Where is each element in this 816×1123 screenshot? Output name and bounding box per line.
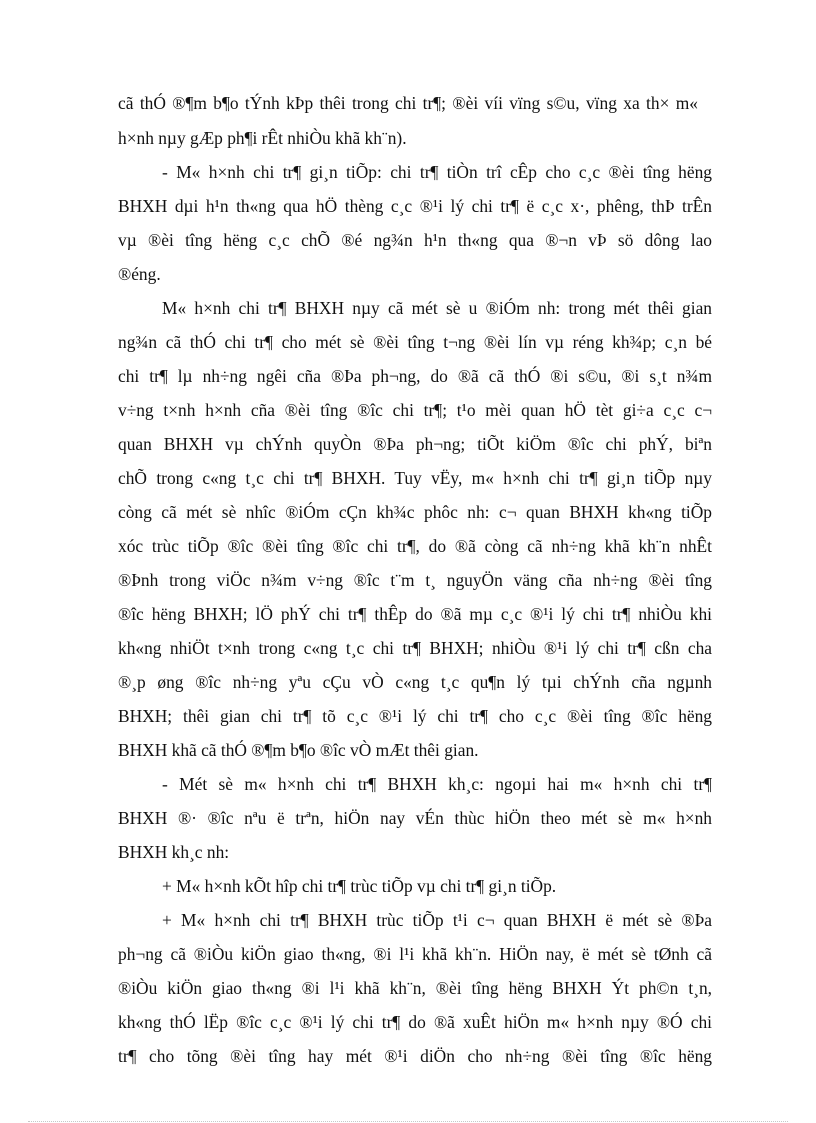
text-line: còng cã mét sè nhîc ®iÓm cÇn kh¾c phôc nh: c¬ quan BHXH kh«ng tiÕp — [118, 502, 712, 522]
text-line: tr¶ cho tõng ®èi tîng hay mét ®¹i diÖn cho nh÷ng ®èi tîng ®îc hëng — [118, 1046, 712, 1066]
text-line: BHXH; thêi gian chi tr¶ tõ c¸c ®¹i lý chi tr¶ cho c¸c ®èi tîng ®îc hëng — [118, 706, 712, 726]
text-line: - M« h×nh chi tr¶ gi¸n tiÕp: chi tr¶ tiÒn trî cÊp cho c¸c ®èi tîng hëng — [162, 162, 712, 182]
text-line: chÕ trong c«ng t¸c chi tr¶ BHXH. Tuy vËy, m« h×nh chi tr¶ gi¸n tiÕp nµy — [118, 468, 712, 488]
text-line: cã thÓ ®¶m b¶o tÝnh kÞp thêi trong chi tr¶; ®èi víi vïng s©u, vïng xa th× m« — [118, 93, 698, 113]
text-line: xóc trùc tiÕp ®îc ®èi tîng ®îc chi tr¶, do ®ã còng cã nh÷ng khã kh¨n nhÊt — [118, 536, 712, 556]
text-line: chi tr¶ lµ nh÷ng ngêi cña ®Þa ph¬ng, do ®ã cã thÓ ®i s©u, ®i s¸t n¾m — [118, 366, 712, 386]
page-bottom-border — [28, 1121, 788, 1122]
text-line: vµ ®èi tîng hëng c¸c chÕ ®é ng¾n h¹n th«ng qua ®¬n vÞ sö dông lao — [118, 230, 712, 250]
text-line: BHXH dµi h¹n th«ng qua hÖ thèng c¸c ®¹i lý chi tr¶ ë c¸c x·, phêng, thÞ trÊn — [118, 196, 712, 216]
text-line: v÷ng t×nh h×nh cña ®èi tîng ®îc chi tr¶; t¹o mèi quan hÖ tèt gi÷a c¸c c¬ — [118, 400, 712, 420]
text-line: ®îc hëng BHXH; lÖ phÝ chi tr¶ thÊp do ®ã mµ c¸c ®¹i lý chi tr¶ nhiÒu khi — [118, 604, 712, 624]
text-line: BHXH khã cã thÓ ®¶m b¶o ®îc vÒ mÆt thêi gian. — [118, 740, 479, 760]
text-line: BHXH ®· ®îc nªu ë trªn, hiÖn nay vÉn thùc hiÖn theo mét sè m« h×nh — [118, 808, 712, 828]
text-line: quan BHXH vµ chÝnh quyÒn ®Þa ph¬ng; tiÕt kiÖm ®îc chi phÝ, biªn — [118, 434, 712, 454]
text-line: BHXH kh¸c nh: — [118, 842, 230, 862]
text-line: - Mét sè m« h×nh chi tr¶ BHXH kh¸c: ngoµi hai m« h×nh chi tr¶ — [162, 774, 712, 794]
text-line: kh«ng thÓ lËp ®îc c¸c ®¹i lý chi tr¶ do ®ã xuÊt hiÖn m« h×nh nµy ®Ó chi — [118, 1012, 712, 1032]
text-line: M« h×nh chi tr¶ BHXH nµy cã mét sè u ®iÓm nh: trong mét thêi gian — [162, 298, 712, 318]
text-line: ng¾n cã thÓ chi tr¶ cho mét sè ®èi tîng t¬ng ®èi lín vµ réng kh¾p; c¸n bé — [118, 332, 712, 352]
text-line: h×nh nµy gÆp ph¶i rÊt nhiÒu khã kh¨n). — [118, 128, 407, 148]
text-line: kh«ng nhiÖt t×nh trong c«ng t¸c chi tr¶ BHXH; nhiÒu ®¹i lý chi tr¶ cßn cha — [118, 638, 712, 658]
text-line: + M« h×nh chi tr¶ BHXH trùc tiÕp t¹i c¬ quan BHXH ë mét sè ®Þa — [162, 910, 712, 930]
text-line: ®¸p øng ®îc nh÷ng yªu cÇu vÒ c«ng t¸c qu¶n lý tµi chÝnh cña ngµnh — [118, 672, 712, 692]
text-line: ph¬ng cã ®iÒu kiÖn giao th«ng, ®i l¹i khã kh¨n. HiÖn nay, ë mét sè tØnh cã — [118, 944, 712, 964]
text-line: ®éng. — [118, 264, 161, 284]
text-line: ®Þnh trong viÖc n¾m v÷ng ®îc t¨m t¸ nguyÖn väng cña nh÷ng ®èi tîng — [118, 570, 712, 590]
text-line: ®iÒu kiÖn giao th«ng ®i l¹i khã kh¨n, ®èi tîng hëng BHXH Ýt ph©n t¸n, — [118, 978, 712, 998]
text-line: + M« h×nh kÕt hîp chi tr¶ trùc tiÕp vµ chi tr¶ gi¸n tiÕp. — [162, 876, 557, 896]
